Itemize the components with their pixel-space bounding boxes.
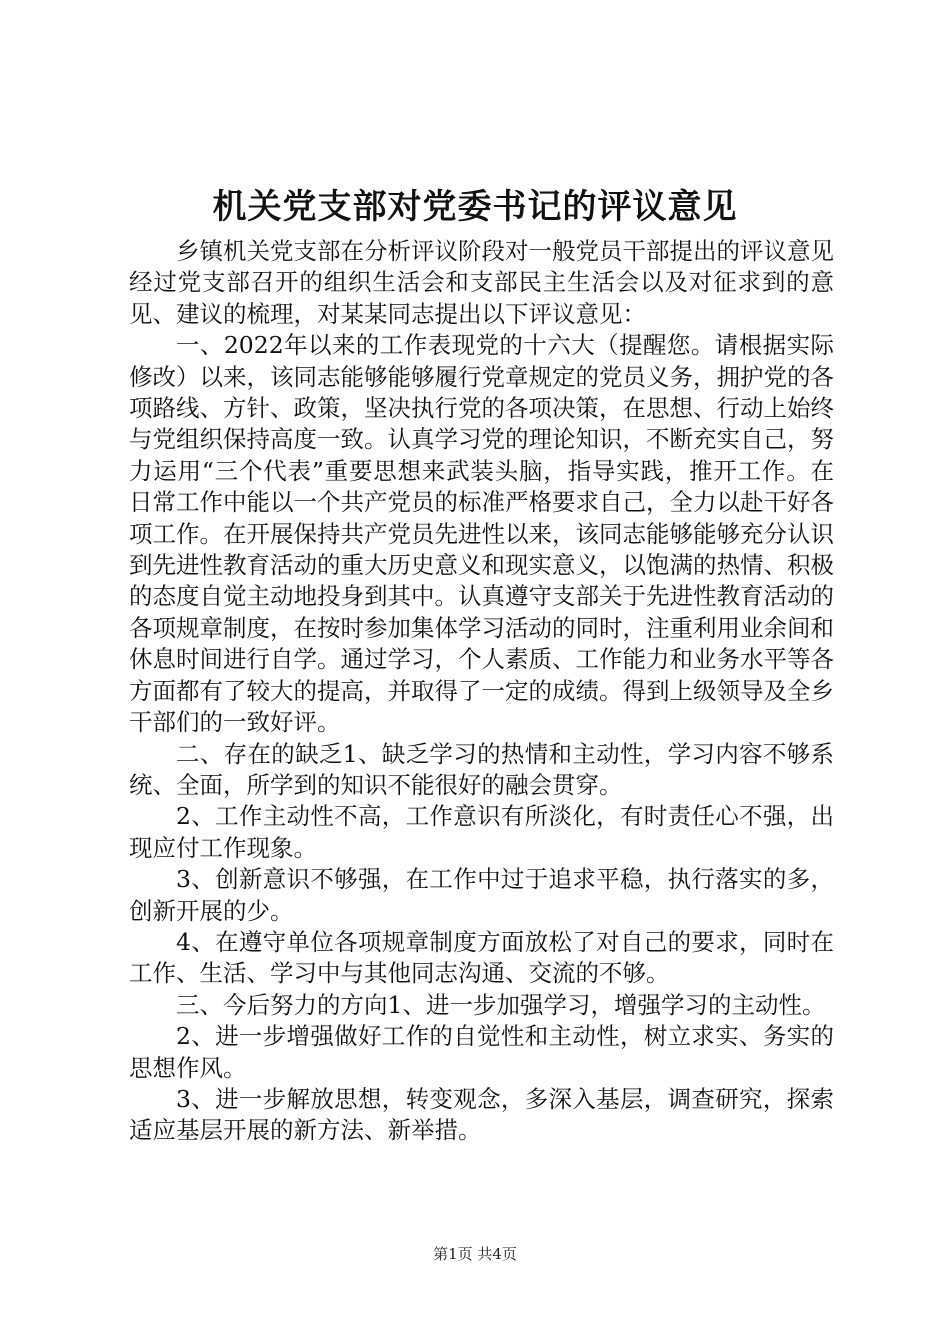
page-number: 第1页 共4页 <box>433 1245 517 1263</box>
paragraph-section-3: 三、今后努力的方向1、进一步加强学习，增强学习的主动性。 <box>176 990 826 1019</box>
document-body <box>129 236 834 1147</box>
paragraph-section-1: 一、2022年以来的工作表现党的十六大（提醒您。请根据实际修改）以来，该同志能够能够履行党章规定的党员义务，拥护党的各项路线、方针、政策，坚决执行党的各项决策，在思想、行动上始终与党组织保持高度一致。认真学习党的理论知识，不断充实自己，努力运用“三个代表”重要思想来武装头脑，指导实践，推开工作。在日常工作中能以一个共产党员的标准严格要求自己，全力以赴干好各项工作。在开展保持共产党员先进性以来，该同志能够能够充分认识到先进性教育活动的重大历史意义和现实意义，以饱满的热情、积极的态度自觉主动地投身到其中。认真遵守支部关于先进性教育活动的各项规章制度，在按时参加集体学习活动的同时，注重利用业余间和休息时间进行自学。通过学习，个人素质、工作能力和业务水平等各方面都有了较大的提高，并取得了一定的成绩。得到上级领导及全乡干部们的一致好评。 <box>129 331 834 737</box>
paragraph-section-3-item-3: 3、进一步解放思想，转变观念，多深入基层，调查研究，探索适应基层开展的新方法、新举措。 <box>129 1084 834 1145</box>
paragraph-section-2: 二、存在的缺乏1、缺乏学习的热情和主动性，学习内容不够系统、全面，所学到的知识不能很好的融会贯穿。 <box>129 739 834 799</box>
paragraph-section-2-item-3: 3、创新意识不够强，在工作中过于追求平稳，执行落实的多，创新开展的少。 <box>129 865 834 925</box>
paragraph-intro: 乡镇机关党支部在分析评议阶段对一般党员干部提出的评议意见经过党支部召开的组织生活会和支部民主生活会以及对征求到的意见、建议的梳理，对某某同志提出以下评议意见： <box>129 237 834 328</box>
document-title: 机关党支部对党委书记的评议意见 <box>212 187 738 227</box>
paragraph-section-2-item-4: 4、在遵守单位各项规章制度方面放松了对自己的要求，同时在工作、生活、学习中与其他同志沟通、交流的不够。 <box>129 927 834 988</box>
paragraph-section-3-item-2: 2、进一步增强做好工作的自觉性和主动性，树立求实、务实的思想作风。 <box>129 1022 834 1082</box>
paragraph-section-2-item-2: 2、工作主动性不高，工作意识有所淡化，有时责任心不强，出现应付工作现象。 <box>129 802 834 862</box>
